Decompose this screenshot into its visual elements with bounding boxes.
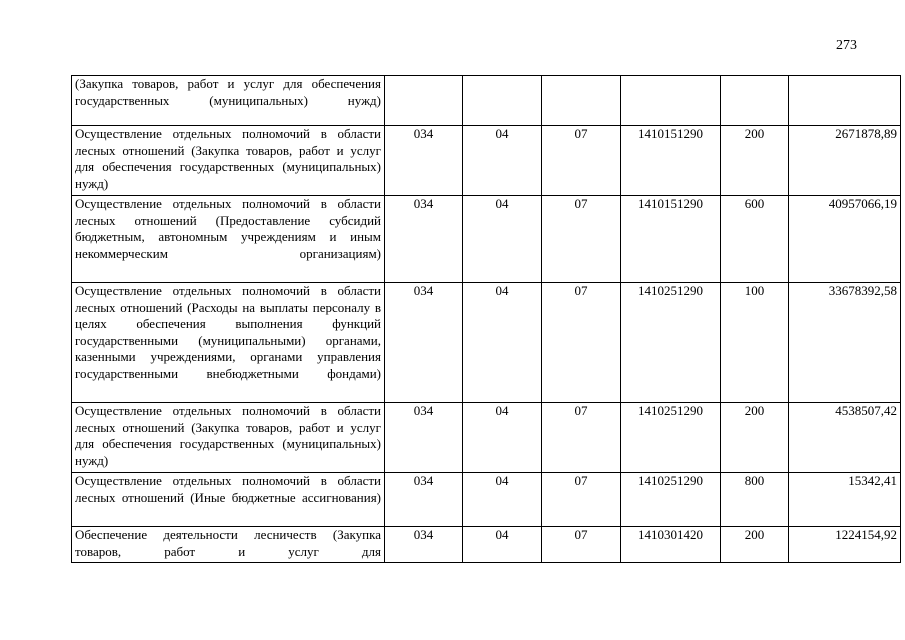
row-description: Осуществление отдельных полномочий в области лесных отношений (Иные бюджетные ассигнования) (72, 473, 385, 527)
cell-code-3: 07 (542, 403, 621, 473)
cell-code-5: 800 (721, 473, 789, 527)
cell-code-2: 04 (463, 126, 542, 196)
cell-code-4: 1410151290 (621, 126, 721, 196)
cell-amount: 4538507,42 (789, 403, 901, 473)
cell-code-2: 04 (463, 527, 542, 563)
table-row (72, 76, 901, 126)
cell-code-4: 1410251290 (621, 403, 721, 473)
cell-code-1: 034 (385, 527, 463, 563)
cell-amount: 40957066,19 (789, 196, 901, 283)
row-description: Осуществление отдельных полномочий в области лесных отношений (Закупка товаров, работ и услуг для обеспечения государственных (муниципальных) нужд) (72, 403, 385, 473)
page-number: 273 (836, 38, 857, 53)
cell-code-5: 200 (721, 527, 789, 563)
cell-code-3: 07 (542, 126, 621, 196)
cell-amount: 1224154,92 (789, 527, 901, 563)
cell-code-2 (463, 76, 542, 126)
cell-code-4: 1410251290 (621, 473, 721, 527)
cell-code-1: 034 (385, 473, 463, 527)
row-description: Осуществление отдельных полномочий в области лесных отношений (Предоставление субсидий бюджетным, автономным учреждениям и иным некоммерческим организациям) (72, 196, 385, 283)
cell-code-5 (721, 76, 789, 126)
cell-amount: 33678392,58 (789, 283, 901, 403)
table-row (72, 126, 901, 196)
cell-code-3: 07 (542, 473, 621, 527)
cell-code-3: 07 (542, 283, 621, 403)
table-row (72, 283, 901, 403)
cell-code-3 (542, 76, 621, 126)
cell-code-1: 034 (385, 196, 463, 283)
cell-code-4: 1410251290 (621, 283, 721, 403)
cell-code-2: 04 (463, 283, 542, 403)
table-row (72, 473, 901, 527)
cell-code-3: 07 (542, 196, 621, 283)
table-row (72, 403, 901, 473)
cell-code-4 (621, 76, 721, 126)
row-description: (Закупка товаров, работ и услуг для обеспечения государственных (муниципальных) нужд) (72, 76, 385, 126)
cell-code-5: 600 (721, 196, 789, 283)
cell-code-5: 100 (721, 283, 789, 403)
cell-code-1: 034 (385, 283, 463, 403)
cell-code-3: 07 (542, 527, 621, 563)
row-description: Осуществление отдельных полномочий в области лесных отношений (Закупка товаров, работ и услуг для обеспечения государственных (муниципальных) нужд) (72, 126, 385, 196)
cell-amount: 2671878,89 (789, 126, 901, 196)
cell-amount (789, 76, 901, 126)
row-description: Осуществление отдельных полномочий в области лесных отношений (Расходы на выплаты персоналу в целях обеспечения выполнения функций государственными (муниципальными) органами, казенными учреждениями, органами управления государственными внебюджетными фондами) (72, 283, 385, 403)
cell-code-1: 034 (385, 126, 463, 196)
cell-code-1 (385, 76, 463, 126)
cell-code-5: 200 (721, 126, 789, 196)
table-row (72, 527, 901, 563)
cell-code-4: 1410301420 (621, 527, 721, 563)
cell-code-2: 04 (463, 473, 542, 527)
row-description: Обеспечение деятельности лесничеств (Закупка товаров, работ и услуг для (72, 527, 385, 563)
cell-code-2: 04 (463, 403, 542, 473)
cell-code-4: 1410151290 (621, 196, 721, 283)
table-row (72, 196, 901, 283)
cell-code-2: 04 (463, 196, 542, 283)
cell-code-1: 034 (385, 403, 463, 473)
cell-amount: 15342,41 (789, 473, 901, 527)
cell-code-5: 200 (721, 403, 789, 473)
budget-table (71, 75, 901, 563)
